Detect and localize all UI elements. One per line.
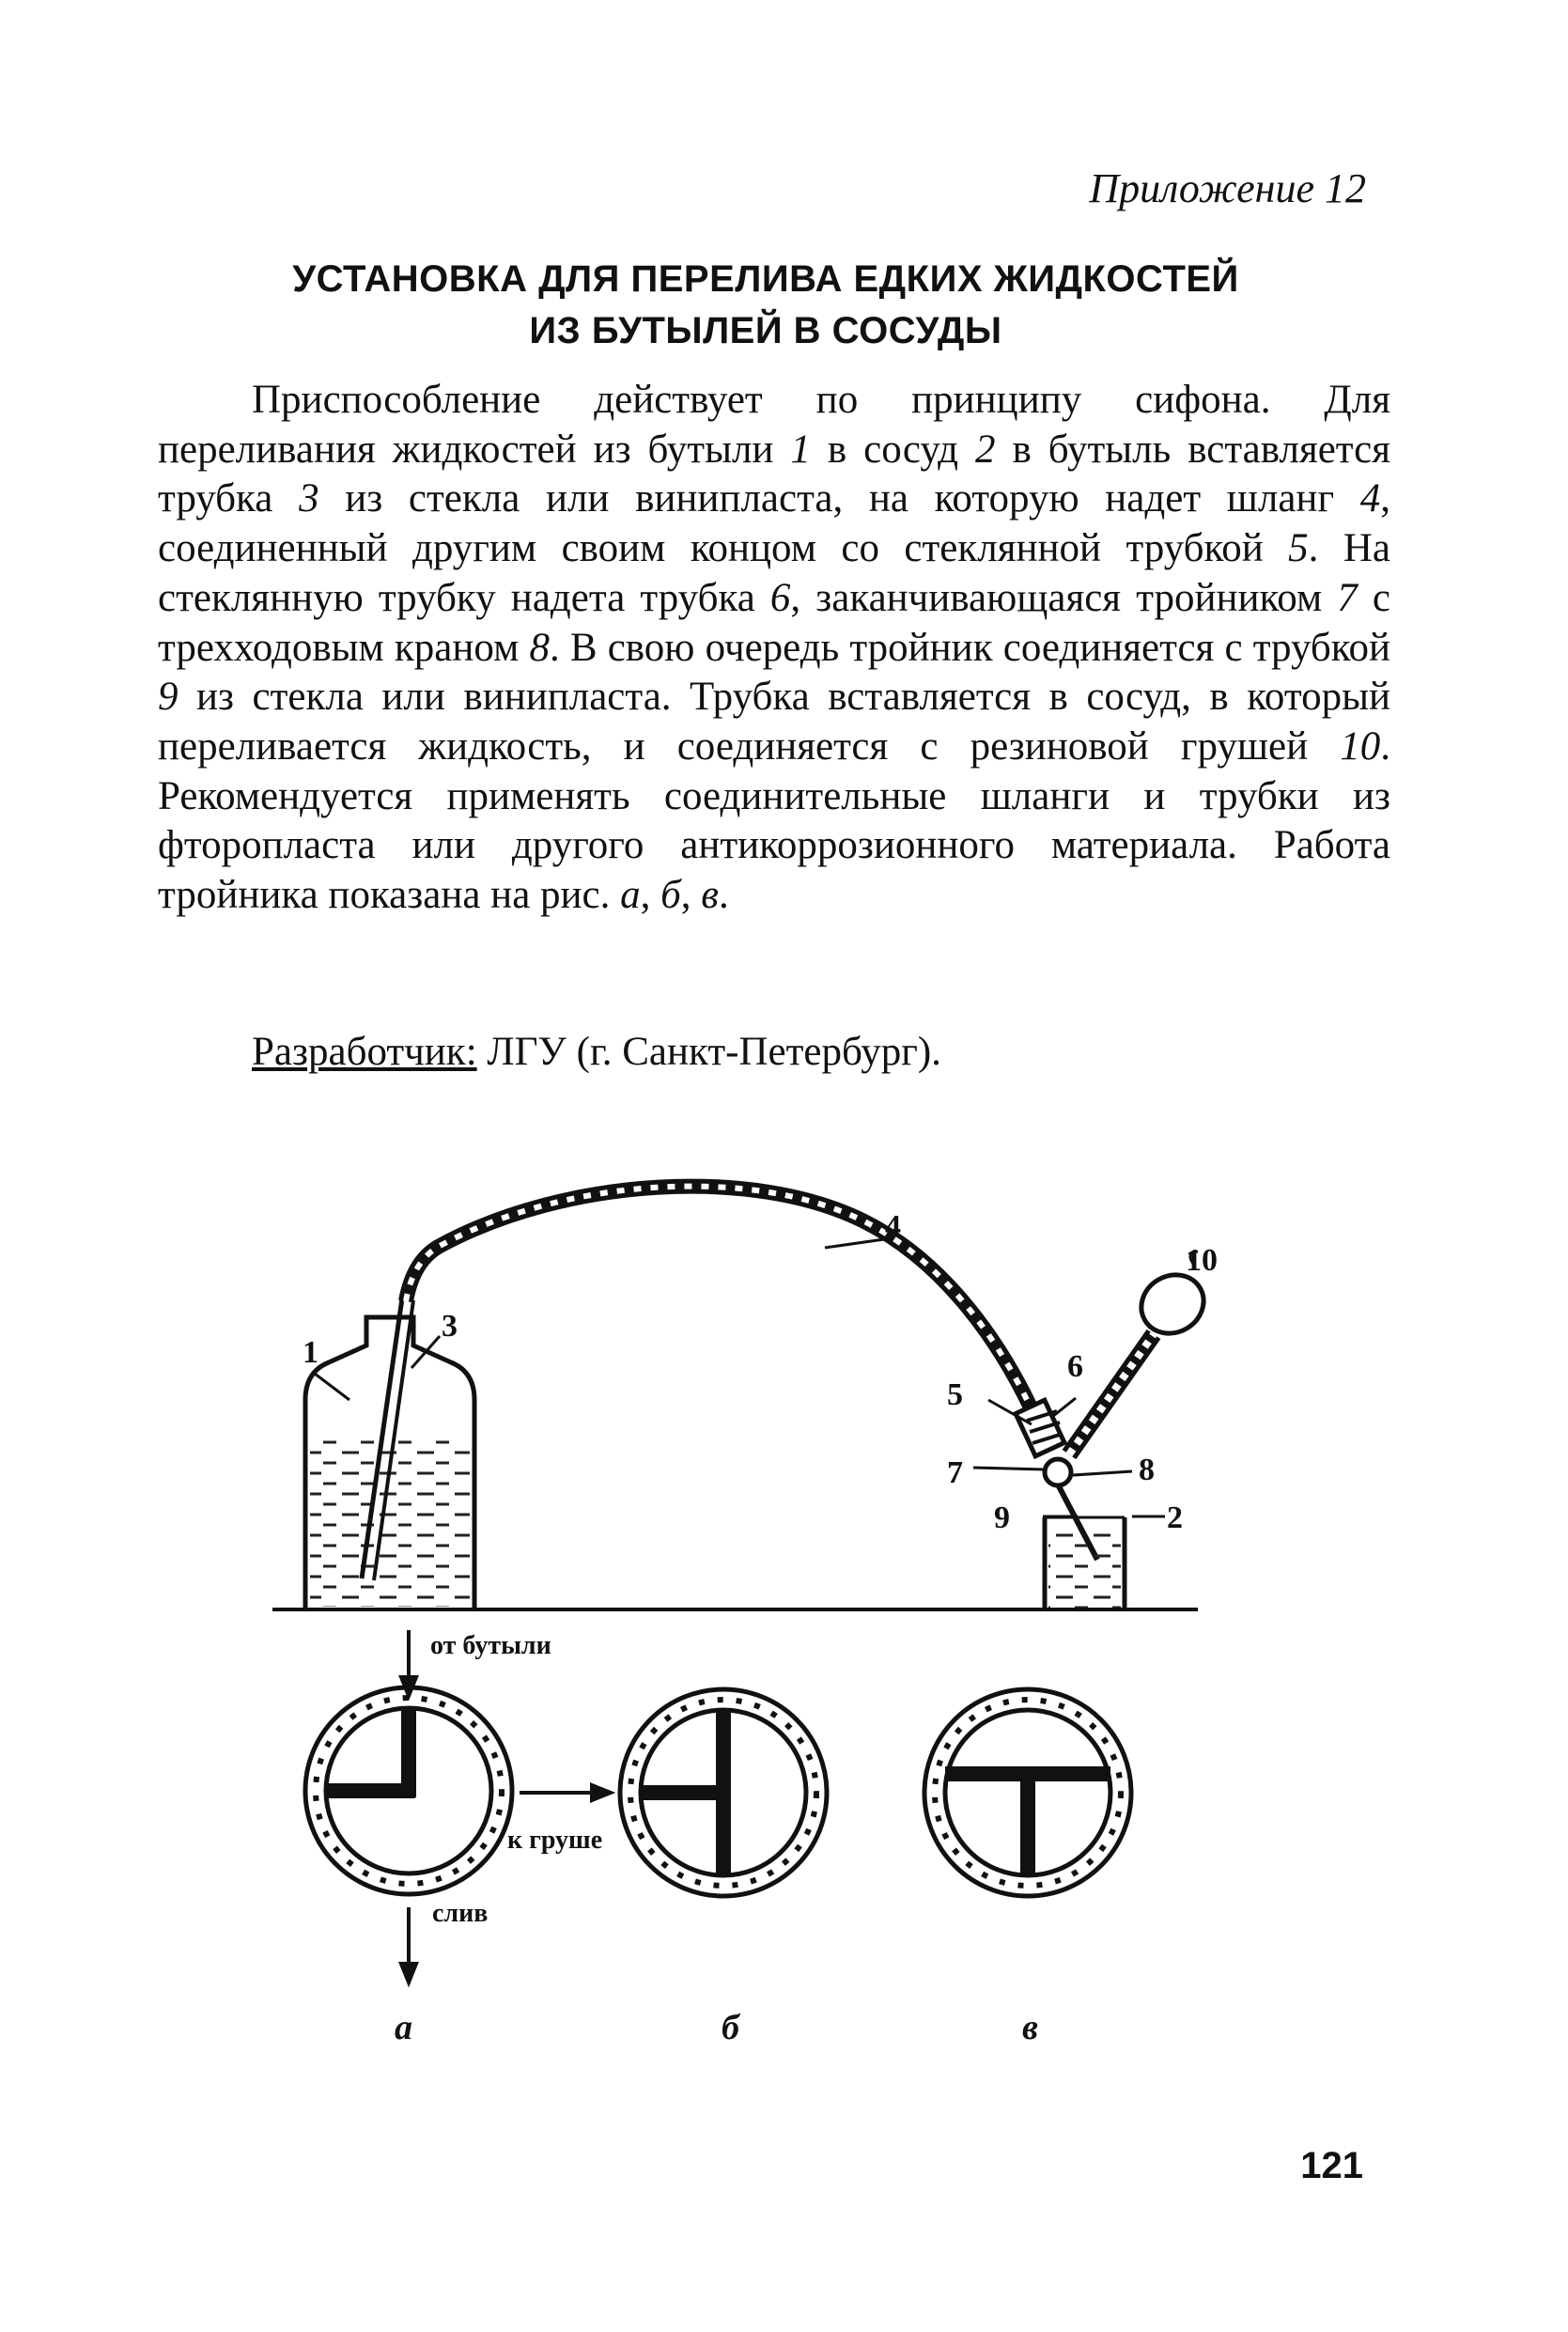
label-2: 2 <box>1167 1500 1183 1535</box>
text-run: Приспособление действует по принципу сифона. Для переливания жидкостей из бутыли <box>158 378 1390 472</box>
vessel <box>1045 1517 1125 1609</box>
fig-ref: б <box>660 873 681 918</box>
label-1: 1 <box>303 1335 318 1370</box>
developer-value: ЛГУ (г. Санкт-Петербург). <box>476 1030 941 1074</box>
text-run: . На стеклянную трубку надета трубка <box>158 526 1390 620</box>
to-bulb-label: к груше <box>507 1826 603 1855</box>
ref-number: 1 <box>790 427 811 472</box>
label-7: 7 <box>947 1455 963 1490</box>
vessel-liquid <box>1048 1527 1121 1608</box>
ref-number: 10 <box>1340 723 1381 769</box>
ref-number: 8 <box>529 625 550 670</box>
hose <box>406 1187 1032 1409</box>
drain-label: слив <box>432 1899 489 1928</box>
text-run: . Рекомендуется применять соединительные шланги и трубки из фторопласта или другого антикоррозионного материала. Работа тройника показана на рис. <box>158 723 1390 918</box>
caption-v: в <box>1022 2008 1038 2047</box>
caption-b: б <box>722 2008 739 2047</box>
fig-ref: в <box>701 873 719 918</box>
appendix-label: Приложение 12 <box>1089 165 1366 211</box>
label-10: 10 <box>1186 1243 1218 1278</box>
text-run: , заканчивающаяся тройником <box>790 575 1338 620</box>
page-number: 121 <box>1300 2145 1363 2186</box>
text-run: в сосуд <box>810 427 975 472</box>
fig-ref: а <box>620 873 641 918</box>
text-run: с трехходовым краном <box>158 575 1390 670</box>
text-run: . <box>718 873 729 918</box>
ref-number: 7 <box>1337 575 1358 620</box>
ref-number: 6 <box>769 575 791 620</box>
title-line-2: ИЗ БУТЫЛЕЙ В СОСУДЫ <box>529 310 1002 351</box>
label-4: 4 <box>885 1209 901 1244</box>
label-5: 5 <box>947 1377 963 1412</box>
text-run: из стекла или винипласта, на которую надет шланг <box>318 476 1360 521</box>
label-3: 3 <box>442 1309 458 1344</box>
text-run: из стекла или винипласта. Трубка вставляется в сосуд, в который переливается жидкость, и соединяется с резиновой грушей <box>158 675 1390 769</box>
developer-label: Разработчик: <box>252 1030 477 1074</box>
ref-number: 5 <box>1288 526 1309 571</box>
title-line-1: УСТАНОВКА ДЛЯ ПЕРЕЛИВА ЕДКИХ ЖИДКОСТЕЙ <box>292 258 1239 300</box>
ref-number: 2 <box>975 427 996 472</box>
label-8: 8 <box>1139 1453 1155 1487</box>
ref-number: 3 <box>299 476 319 521</box>
text-run: , соединенный другим своим концом со стеклянной трубкой <box>158 476 1390 571</box>
from-bottle-label: от бутыли <box>430 1631 551 1660</box>
text-run: . В свою очередь тройник соединяется с трубкой <box>549 625 1391 670</box>
ref-number: 9 <box>158 675 179 720</box>
label-9: 9 <box>994 1500 1010 1535</box>
flow-arrows <box>401 1630 611 1982</box>
label-6: 6 <box>1067 1349 1083 1384</box>
caption-a: а <box>395 2008 412 2047</box>
text-run: , <box>640 873 661 918</box>
ref-number: 4 <box>1359 476 1381 521</box>
stopcock-v <box>924 1689 1131 1896</box>
text-run: в бутыль вставляется трубка <box>158 427 1390 521</box>
tee-fitting <box>1016 1400 1071 1485</box>
text-run: , <box>680 873 702 918</box>
stopcock-a <box>305 1687 512 1894</box>
stopcock-b <box>620 1689 827 1896</box>
